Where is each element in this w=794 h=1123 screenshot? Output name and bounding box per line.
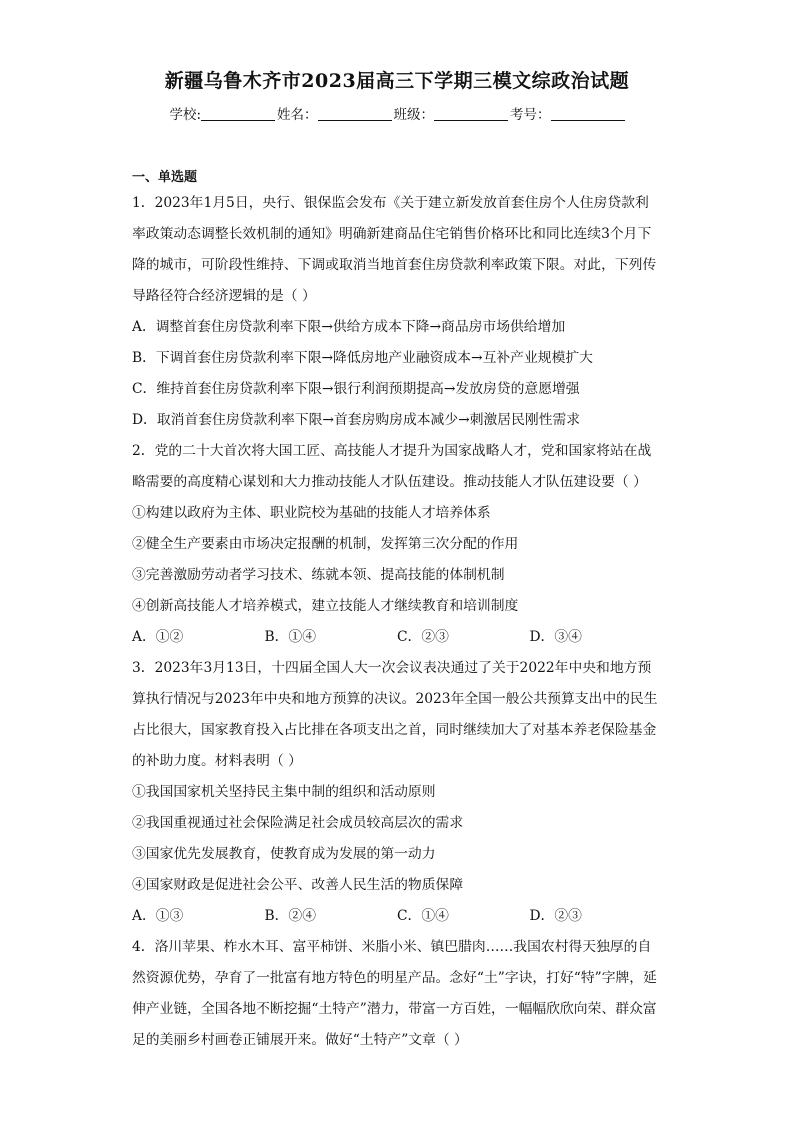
statement-4: ④国家财政是促进社会公平、改善人民生活的物质保障 — [132, 877, 464, 893]
exam-no-label: 考号： — [510, 107, 551, 123]
question-3 — [132, 653, 662, 932]
option-d: D．③④ — [529, 629, 582, 645]
question-stem: 4．洛川苹果、柞水木耳、富平柿饼、米脂小米、镇巴腊肉……我国农村得天独厚的自然资源优势，孕育了一批富有地方特色的明星产品。念好“土”字诀，打好“特”字牌，延伸产业链，全国各地不断挖掘“土特产”潜力，带富一方百姓，一幅幅欣欣向荣、群众富足的美丽乡村画卷正铺展开来。做好“土特产”文章（ ） — [132, 939, 657, 1048]
option-a: A．①③ — [132, 908, 184, 924]
statement-2: ②我国重视通过社会保险满足社会成员较高层次的需求 — [132, 815, 464, 831]
option-a: A．①② — [132, 629, 184, 645]
question-4 — [132, 932, 662, 1056]
question-stem: 2．党的二十大首次将大国工匠、高技能人才提升为国家战略人才，党和国家将站在战略需要的高度精心谋划和大力推动技能人才队伍建设。推动技能人才队伍建设要（ ） — [132, 443, 652, 490]
statement-3: ③完善激励劳动者学习技术、练就本领、提高技能的体制机制 — [132, 567, 505, 583]
option-b: B．下调首套住房贷款利率下限→降低房地产业融资成本→互补产业规模扩大 — [132, 350, 593, 366]
statement-2: ②健全生产要素由市场决定报酬的机制，发挥第三次分配的作用 — [132, 536, 519, 552]
statement-3: ③国家优先发展教育，使教育成为发展的第一动力 — [132, 846, 436, 862]
option-d: D．取消首套住房贷款利率下限→首套房购房成本减少→刺激居民刚性需求 — [132, 412, 581, 428]
statement-4: ④创新高技能人才培养模式，建立技能人才继续教育和培训制度 — [132, 598, 519, 614]
school-label: 学校: — [169, 107, 202, 123]
answer-options — [132, 901, 662, 932]
questions — [132, 188, 662, 1056]
page-title: 新疆乌鲁木齐市2023届高三下学期三模文综政治试题 — [164, 70, 630, 92]
statement-1: ①我国国家机关坚持民主集中制的组织和活动原则 — [132, 784, 436, 800]
question-2 — [132, 436, 662, 653]
option-b: B．②④ — [264, 908, 317, 924]
option-b: B．①④ — [264, 629, 317, 645]
name-blank[interactable] — [318, 108, 392, 121]
student-info-line — [0, 103, 794, 123]
option-c: C．①④ — [397, 908, 449, 924]
option-d: D．②③ — [529, 908, 582, 924]
question-stem: 1．2023年1月5日，央行、银保监会发布《关于建立新发放首套住房个人住房贷款利率政策动态调整长效机制的通知》明确新建商品住宅销售价格环比和同比连续3个月下降的城市，可阶段性维持、下调或取消当地首套住房贷款利率政策下限。对此，下列传导路径符合经济逻辑的是（ ） — [132, 195, 657, 304]
class-blank[interactable] — [434, 108, 508, 121]
option-c: C．②③ — [397, 629, 449, 645]
school-blank[interactable] — [201, 108, 275, 121]
question-stem: 3．2023年3月13日，十四届全国人大一次会议表决通过了关于2022年中央和地方预算执行情况与2023年中央和地方预算的决议。2023年全国一般公共预算支出中的民生占比很大，国家教育投入占比排在各项支出之首，同时继续加大了对基本养老保险基金的补助力度。材料表明（ ） — [132, 660, 658, 769]
option-a: A．调整首套住房贷款利率下限→供给方成本下降→商品房市场供给增加 — [132, 319, 566, 335]
statement-1: ①构建以政府为主体、职业院校为基础的技能人才培养体系 — [132, 505, 491, 521]
answer-options — [132, 622, 662, 653]
question-1 — [132, 188, 662, 436]
section-heading: 一、单选题 — [132, 170, 198, 185]
name-label: 姓名： — [277, 107, 318, 123]
class-label: 班级： — [393, 107, 435, 123]
option-c: C．维持首套住房贷款利率下限→银行利润预期提高→发放房贷的意愿增强 — [132, 381, 580, 397]
exam-no-blank[interactable] — [551, 108, 625, 121]
